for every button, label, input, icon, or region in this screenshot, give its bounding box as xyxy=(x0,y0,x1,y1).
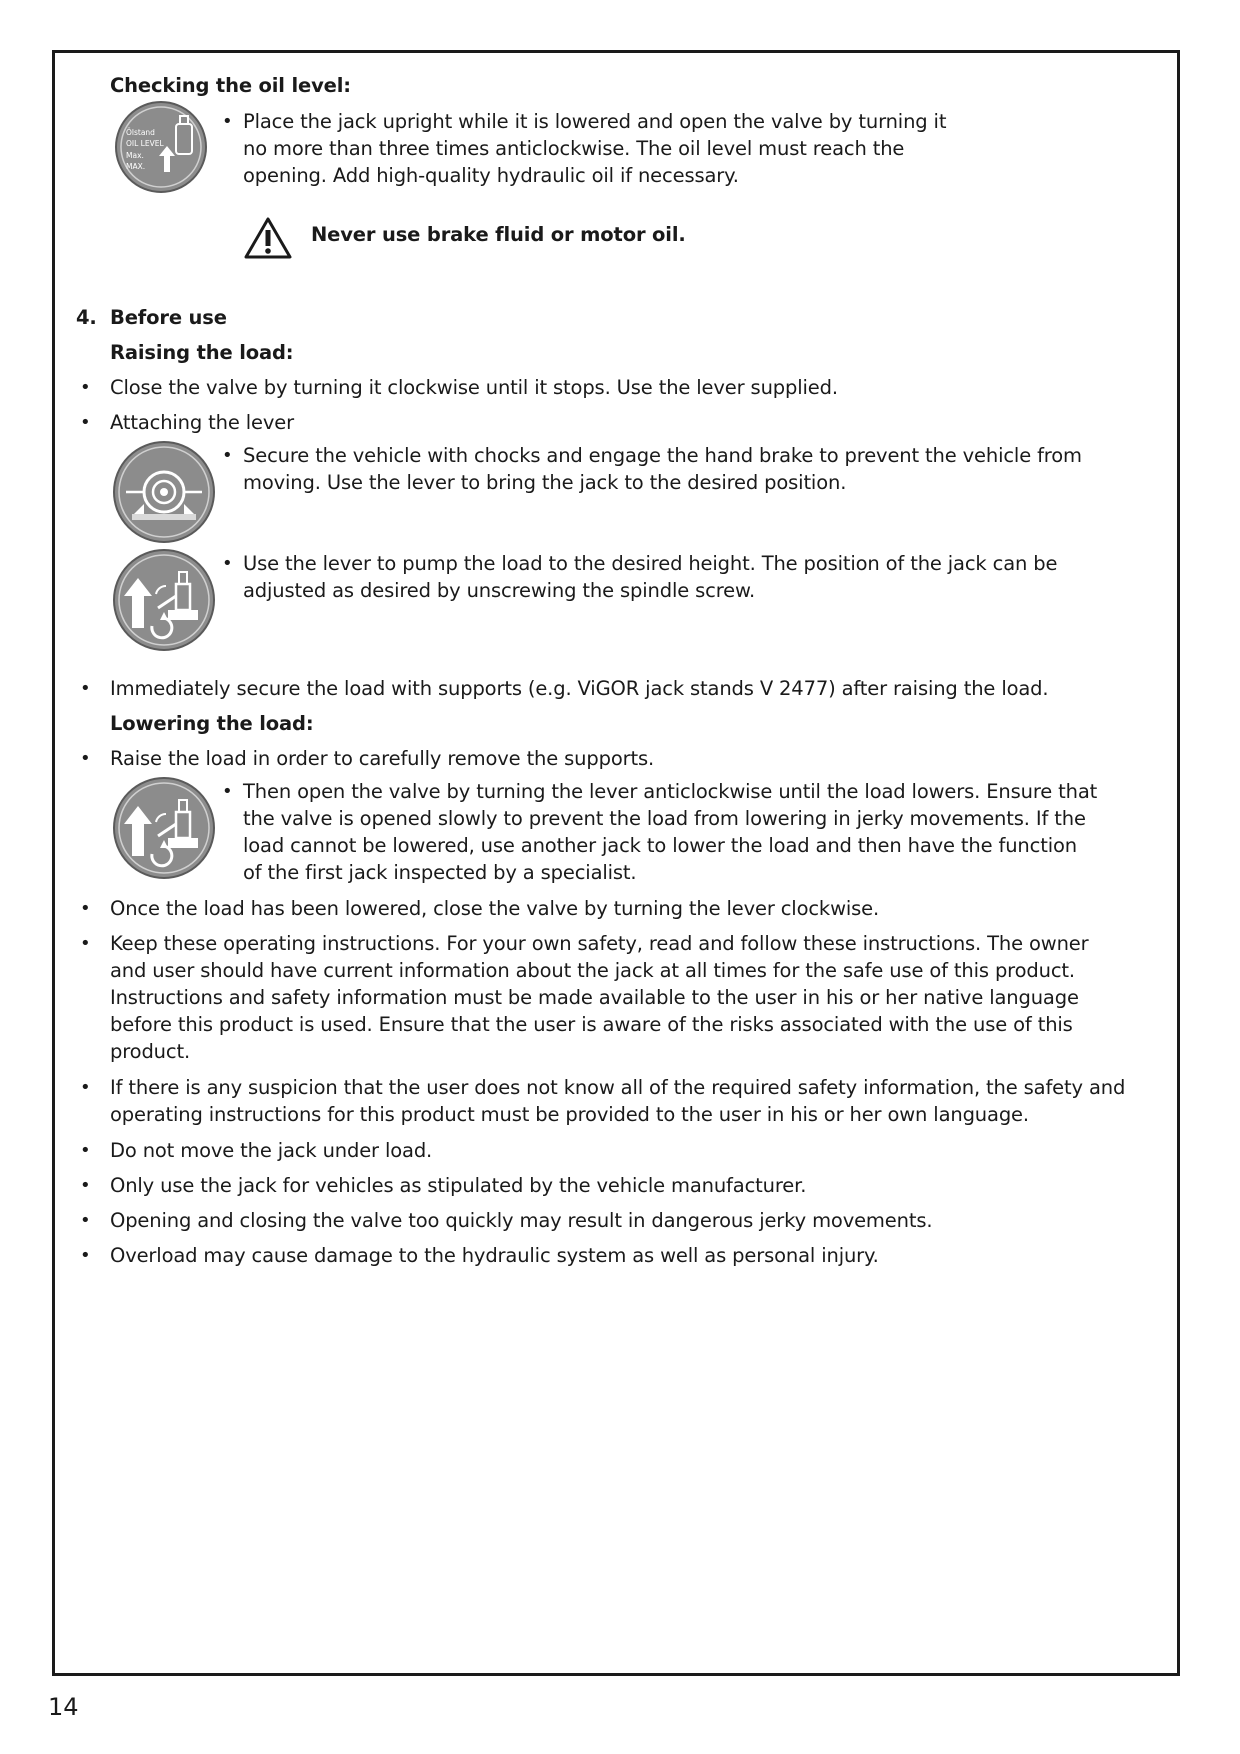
lower-line-4: of the first jack inspected by a specialist. xyxy=(243,861,637,884)
oil-level-line-2: no more than three times anticlockwise. The oil level must reach the xyxy=(243,137,905,160)
oil-icon-label-max2: MAX. xyxy=(126,162,146,171)
lower-line-2: the valve is opened slowly to prevent the load from lowering in jerky movements. If the xyxy=(243,807,1086,830)
section-heading: Before use xyxy=(110,306,227,329)
bullet: • xyxy=(80,412,91,433)
chocks-line-1: Secure the vehicle with chocks and engage the hand brake to prevent the vehicle from xyxy=(243,444,1082,467)
raising-heading: Raising the load: xyxy=(110,341,294,364)
pump-lever-icon xyxy=(112,548,216,652)
keep-line-2: and user should have current information about the jack at all times for the safe use of this product. xyxy=(110,959,1075,982)
section-number: 4. xyxy=(76,306,97,329)
item-overload: Overload may cause damage to the hydraulic system as well as personal injury. xyxy=(110,1244,879,1267)
lower-lever-icon xyxy=(112,776,216,880)
oil-level-heading: Checking the oil level: xyxy=(110,74,351,97)
item-raise: Raise the load in order to carefully remove the supports. xyxy=(110,747,655,770)
bullet: • xyxy=(80,1245,91,1266)
lower-line-3: load cannot be lowered, use another jack to lower the load and then have the function xyxy=(243,834,1077,857)
keep-line-3: Instructions and safety information must be made available to the user in his or her native language xyxy=(110,986,1079,1009)
bullet: • xyxy=(80,1175,91,1196)
item-vehicles: Only use the jack for vehicles as stipulated by the vehicle manufacturer. xyxy=(110,1174,807,1197)
lowering-heading: Lowering the load: xyxy=(110,712,314,735)
oil-level-line-1: Place the jack upright while it is lowered and open the valve by turning it xyxy=(243,110,947,133)
lower-line-1: Then open the valve by turning the lever anticlockwise until the load lowers. Ensure that xyxy=(243,780,1098,803)
bullet: • xyxy=(222,781,233,802)
pump-line-1: Use the lever to pump the load to the desired height. The position of the jack can be xyxy=(243,552,1058,575)
bullet: • xyxy=(80,748,91,769)
suspicion-line-2: operating instructions for this product must be provided to the user in his or her own language. xyxy=(110,1103,1029,1126)
bullet: • xyxy=(80,1210,91,1231)
item-attach-lever: Attaching the lever xyxy=(110,411,294,434)
item-close-after: Once the load has been lowered, close the valve by turning the lever clockwise. xyxy=(110,897,880,920)
oil-icon-label-en: OIL LEVEL xyxy=(126,139,164,148)
bullet: • xyxy=(80,678,91,699)
oil-icon-label-max: Max. xyxy=(126,151,144,160)
bullet: • xyxy=(222,445,233,466)
oil-level-line-3: opening. Add high-quality hydraulic oil if necessary. xyxy=(243,164,739,187)
bullet: • xyxy=(80,377,91,398)
chocks-icon xyxy=(112,440,216,544)
bullet: • xyxy=(80,898,91,919)
pump-line-2: adjusted as desired by unscrewing the spindle screw. xyxy=(243,579,756,602)
chocks-line-2: moving. Use the lever to bring the jack to the desired position. xyxy=(243,471,847,494)
bullet: • xyxy=(80,933,91,954)
bullet: • xyxy=(80,1140,91,1161)
keep-line-5: product. xyxy=(110,1040,190,1063)
oil-icon-label-de: Ölstand xyxy=(126,128,155,137)
item-no-move: Do not move the jack under load. xyxy=(110,1139,433,1162)
item-jerky: Opening and closing the valve too quickly may result in dangerous jerky movements. xyxy=(110,1209,933,1232)
item-supports: Immediately secure the load with supports (e.g. ViGOR jack stands V 2477) after raising the load. xyxy=(110,677,1049,700)
keep-line-1: Keep these operating instructions. For your own safety, read and follow these instructions. The owner xyxy=(110,932,1089,955)
warning-text: Never use brake fluid or motor oil. xyxy=(311,223,686,246)
bullet: • xyxy=(80,1077,91,1098)
suspicion-line-1: If there is any suspicion that the user does not know all of the required safety information, the safety and xyxy=(110,1076,1126,1099)
keep-line-4: before this product is used. Ensure that the user is aware of the risks associated with the use of this xyxy=(110,1013,1073,1036)
bullet: • xyxy=(222,111,233,132)
item-close-valve: Close the valve by turning it clockwise until it stops. Use the lever supplied. xyxy=(110,376,838,399)
bullet: • xyxy=(222,553,233,574)
warning-icon xyxy=(243,216,293,260)
page-number: 14 xyxy=(48,1693,79,1721)
oil-level-icon xyxy=(114,100,208,194)
